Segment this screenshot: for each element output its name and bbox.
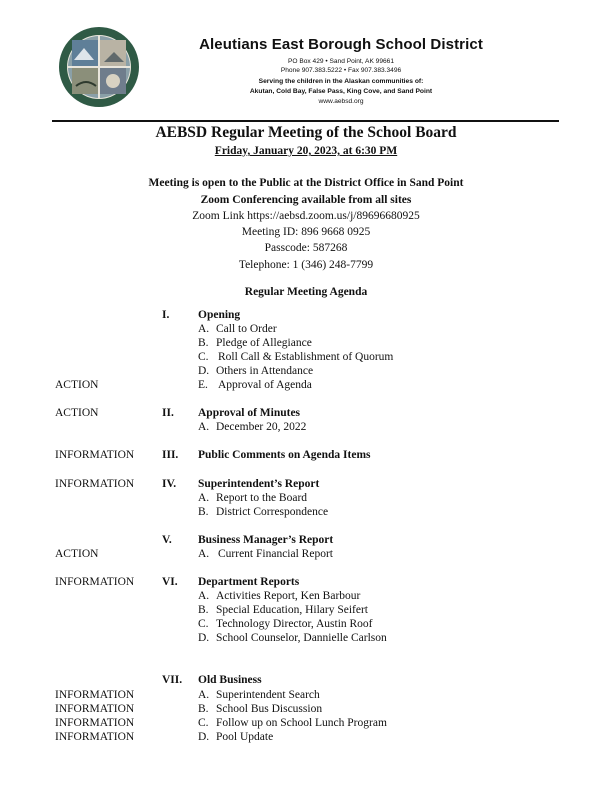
item-letter: C.: [198, 618, 209, 630]
agenda-item: December 20, 2022: [216, 421, 307, 433]
letterhead: [180, 36, 502, 106]
item-letter: A.: [198, 421, 210, 433]
item-letter: E.: [198, 379, 208, 391]
section-title: Superintendent’s Report: [198, 478, 320, 490]
section-title: Opening: [198, 309, 241, 321]
information-label: INFORMATION: [55, 478, 135, 490]
meeting-title: AEBSD Regular Meeting of the School Board: [155, 124, 457, 141]
header-divider: [52, 120, 559, 122]
serving-line: Serving the children in the Alaskan communities of:: [258, 77, 424, 85]
section-title: Public Comments on Agenda Items: [198, 449, 371, 461]
passcode: Passcode: 587268: [264, 242, 348, 254]
org-address: PO Box 429 • Sand Point, AK 99661: [287, 58, 395, 65]
item-letter: A.: [198, 689, 210, 701]
section-number: II.: [162, 407, 174, 419]
item-letter: C.: [198, 717, 209, 729]
section-number: V.: [162, 534, 172, 546]
information-label: INFORMATION: [55, 689, 135, 701]
section-number: III.: [162, 449, 179, 461]
action-label: ACTION: [55, 407, 99, 419]
meeting-date: Friday, January 20, 2023, at 6:30 PM: [214, 145, 398, 157]
agenda-item: Report to the Board: [216, 492, 308, 504]
item-letter: B.: [198, 604, 209, 616]
telephone: Telephone: 1 (346) 248-7799: [238, 259, 374, 271]
agenda-item: School Bus Discussion: [216, 703, 323, 715]
section-title: Old Business: [198, 674, 262, 686]
agenda-item: Technology Director, Austin Roof: [216, 618, 373, 630]
agenda-item: Approval of Agenda: [218, 379, 312, 391]
information-label: INFORMATION: [55, 731, 135, 743]
agenda-item: Special Education, Hilary Seifert: [216, 604, 369, 616]
agenda-item: Follow up on School Lunch Program: [216, 717, 387, 729]
item-letter: A.: [198, 492, 210, 504]
org-name: Aleutians East Borough School District: [199, 36, 483, 53]
meeting-id: Meeting ID: 896 9668 0925: [241, 226, 371, 238]
information-label: INFORMATION: [55, 576, 135, 588]
district-seal-icon: [58, 26, 140, 108]
open-notice: Meeting is open to the Public at the District Office in Sand Point: [148, 177, 464, 189]
section-number: VII.: [162, 674, 183, 686]
section-title: Department Reports: [198, 576, 300, 588]
agenda-item: Current Financial Report: [218, 548, 333, 560]
agenda-item: Pledge of Allegiance: [216, 337, 312, 349]
item-letter: D.: [198, 632, 210, 644]
item-letter: B.: [198, 506, 209, 518]
section-title: Business Manager’s Report: [198, 534, 334, 546]
section-number: VI.: [162, 576, 178, 588]
item-letter: B.: [198, 337, 209, 349]
communities-line: Akutan, Cold Bay, False Pass, King Cove, and Sand Point: [249, 88, 433, 96]
agenda-item: Pool Update: [216, 731, 274, 743]
org-contact: Phone 907.383.5222 • Fax 907.383.3496: [280, 67, 402, 75]
section-title: Approval of Minutes: [198, 407, 301, 419]
agenda-item: Others in Attendance: [216, 365, 314, 377]
item-letter: A.: [198, 323, 210, 335]
information-label: INFORMATION: [55, 703, 135, 715]
agenda-item: Roll Call & Establishment of Quorum: [218, 351, 394, 363]
item-letter: A.: [198, 590, 210, 602]
item-letter: D.: [198, 731, 210, 743]
information-label: INFORMATION: [55, 449, 135, 461]
item-letter: B.: [198, 703, 209, 715]
section-number: I.: [162, 309, 170, 321]
agenda-item: Superintendent Search: [216, 689, 320, 701]
item-letter: C.: [198, 351, 209, 363]
zoom-notice: Zoom Conferencing available from all sites: [200, 194, 412, 206]
org-website: www.aebsd.org: [318, 98, 364, 105]
agenda-item: Call to Order: [216, 323, 277, 335]
agenda-item: District Correspondence: [216, 506, 329, 518]
item-letter: D.: [198, 365, 210, 377]
action-label: ACTION: [55, 548, 99, 560]
zoom-link[interactable]: Zoom Link https://aebsd.zoom.us/j/89696680925: [192, 210, 420, 222]
agenda-heading: Regular Meeting Agenda: [244, 286, 368, 298]
agenda-item: School Counselor, Dannielle Carlson: [216, 632, 387, 644]
item-letter: A.: [198, 548, 210, 560]
information-label: INFORMATION: [55, 717, 135, 729]
agenda-item: Activities Report, Ken Barbour: [216, 590, 361, 602]
action-label: ACTION: [55, 379, 99, 391]
section-number: IV.: [162, 478, 177, 490]
